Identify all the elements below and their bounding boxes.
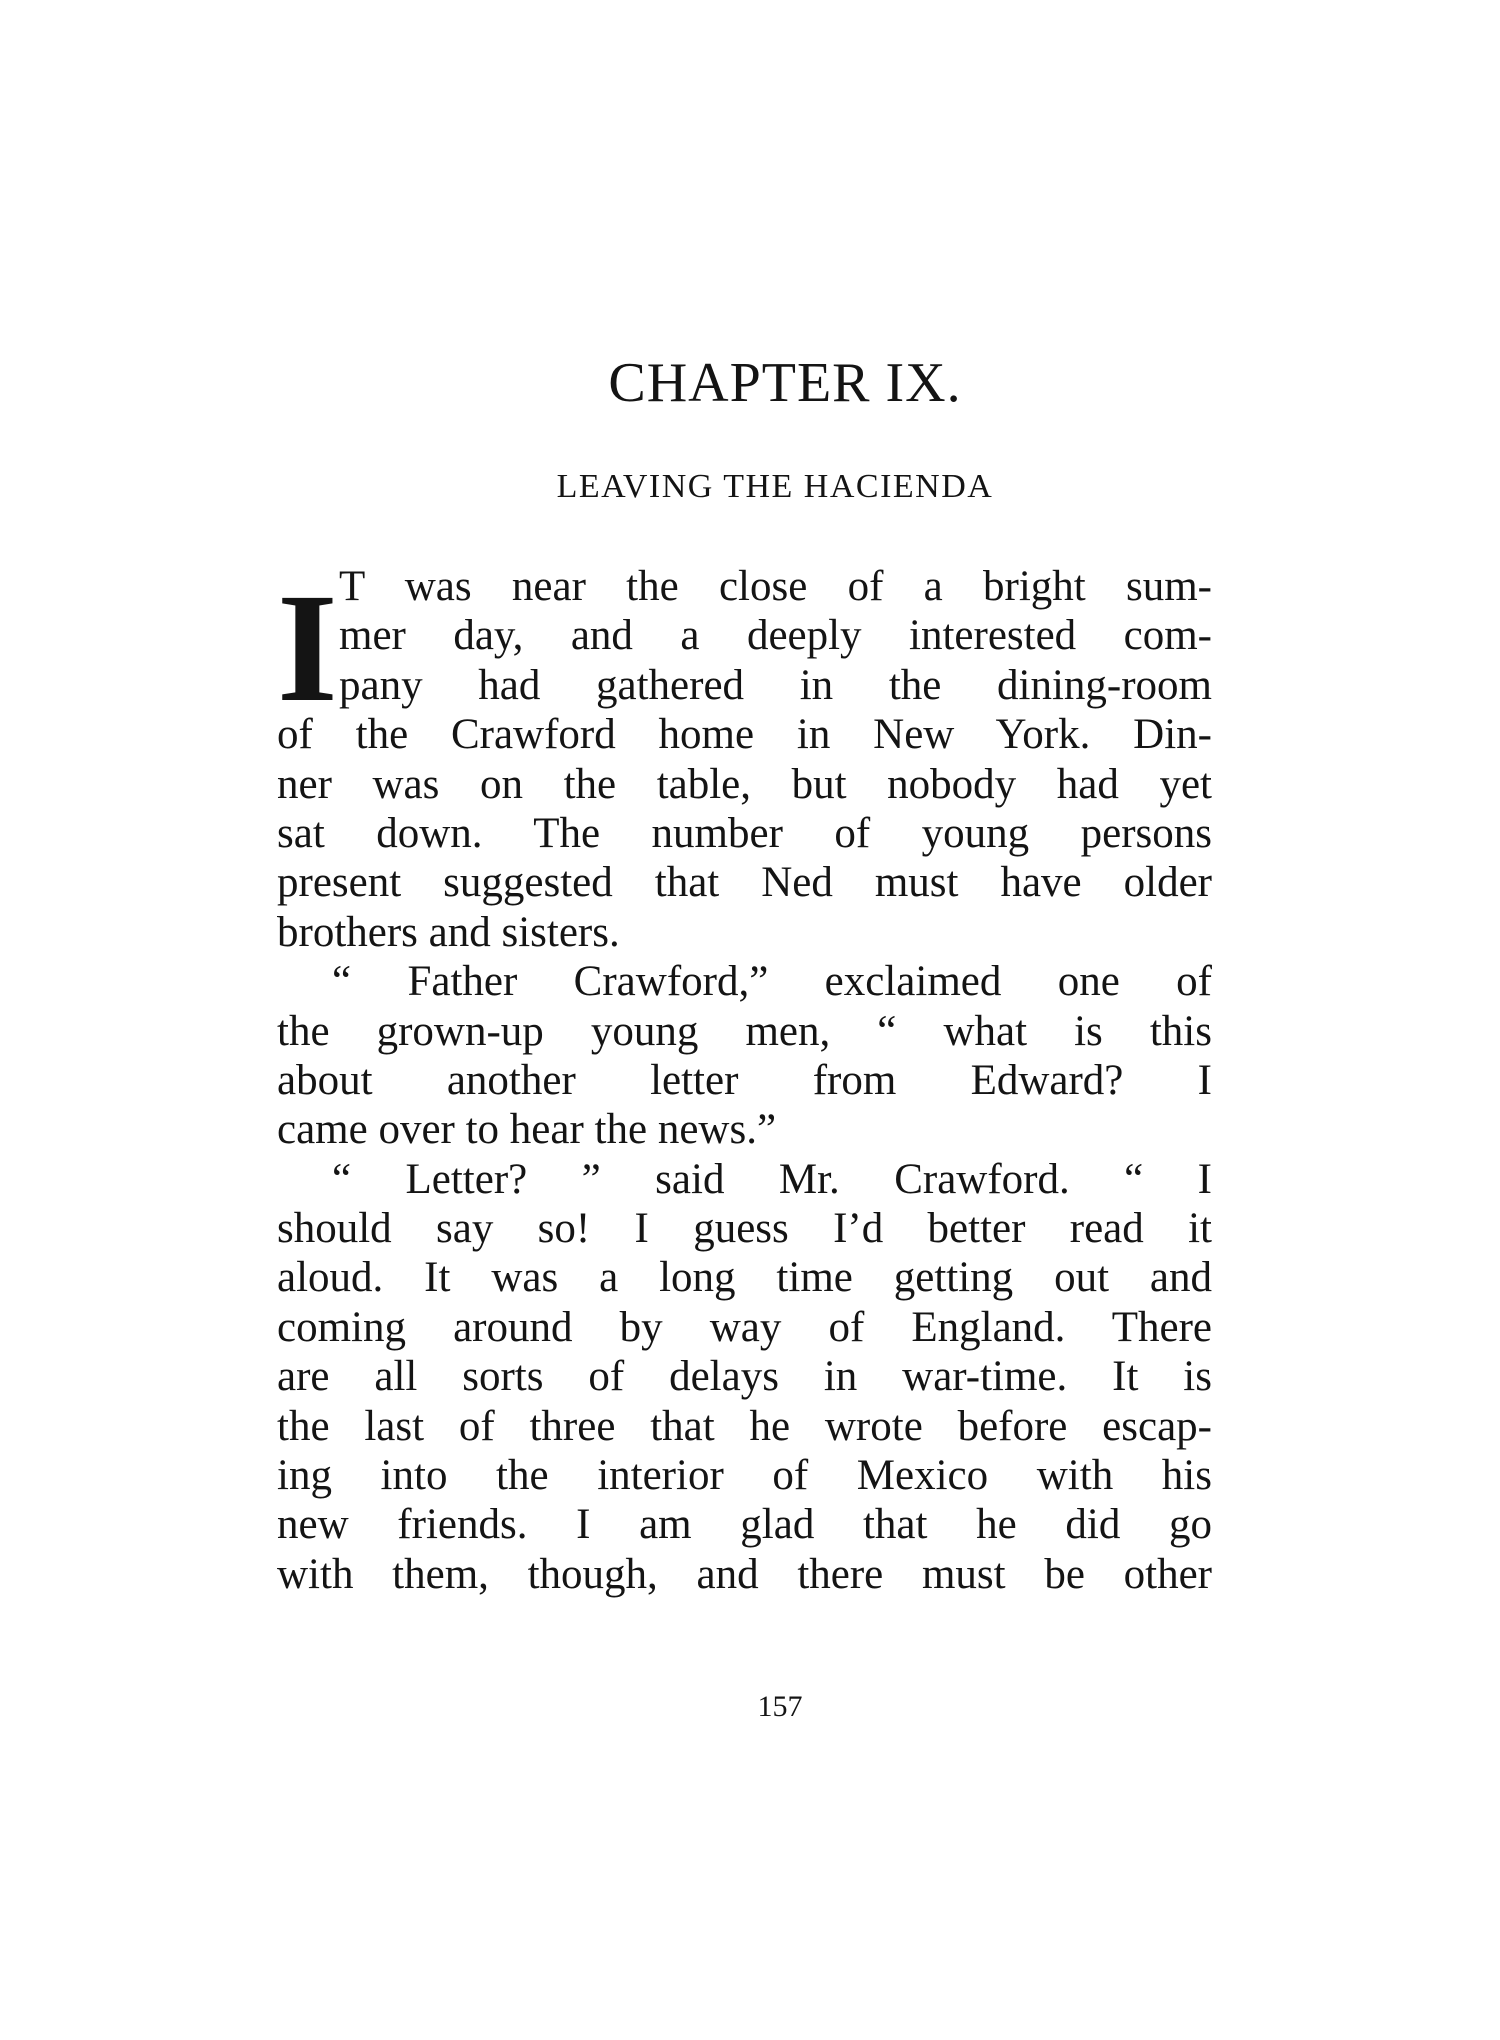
text-line: of the Crawford home in New York. Din- [277,711,1212,759]
text-line: pany had gathered in the dining-room [339,661,1212,709]
text-line: with them, though, and there must be other [277,1550,1212,1598]
text-line: the last of three that he wrote before escap- [277,1402,1212,1450]
text-line: the grown-up young men, “ what is this [277,1007,1212,1055]
text-line: aloud. It was a long time getting out and [277,1254,1212,1302]
text-line: new friends. I am glad that he did go [277,1501,1212,1549]
drop-cap: I [277,561,338,734]
text-line: about another letter from Edward? I [277,1056,1212,1104]
text-line: sat down. The number of young persons [277,809,1212,857]
text-line: “ Letter? ” said Mr. Crawford. “ I [332,1155,1212,1203]
text-line: came over to hear the news.” [277,1106,777,1154]
text-line: brothers and sisters. [277,908,620,956]
text-line: mer day, and a deeply interested com- [339,612,1212,660]
text-line: present suggested that Ned must have older [277,859,1212,907]
text-line: coming around by way of England. There [277,1303,1212,1351]
text-line: “ Father Crawford,” exclaimed one of [332,958,1212,1006]
text-line: ing into the interior of Mexico with his [277,1452,1212,1500]
text-line: should say so! I guess I’d better read it [277,1205,1212,1253]
page-number: 157 [757,1690,803,1723]
text-line: are all sorts of delays in war-time. It is [277,1353,1212,1401]
chapter-title: CHAPTER IX. [608,352,962,414]
chapter-subtitle: LEAVING THE HACIENDA [556,468,994,505]
body-text [277,562,1212,1599]
text-line: ner was on the table, but nobody had yet [277,760,1212,808]
text-line: T was near the close of a bright sum- [339,563,1212,610]
